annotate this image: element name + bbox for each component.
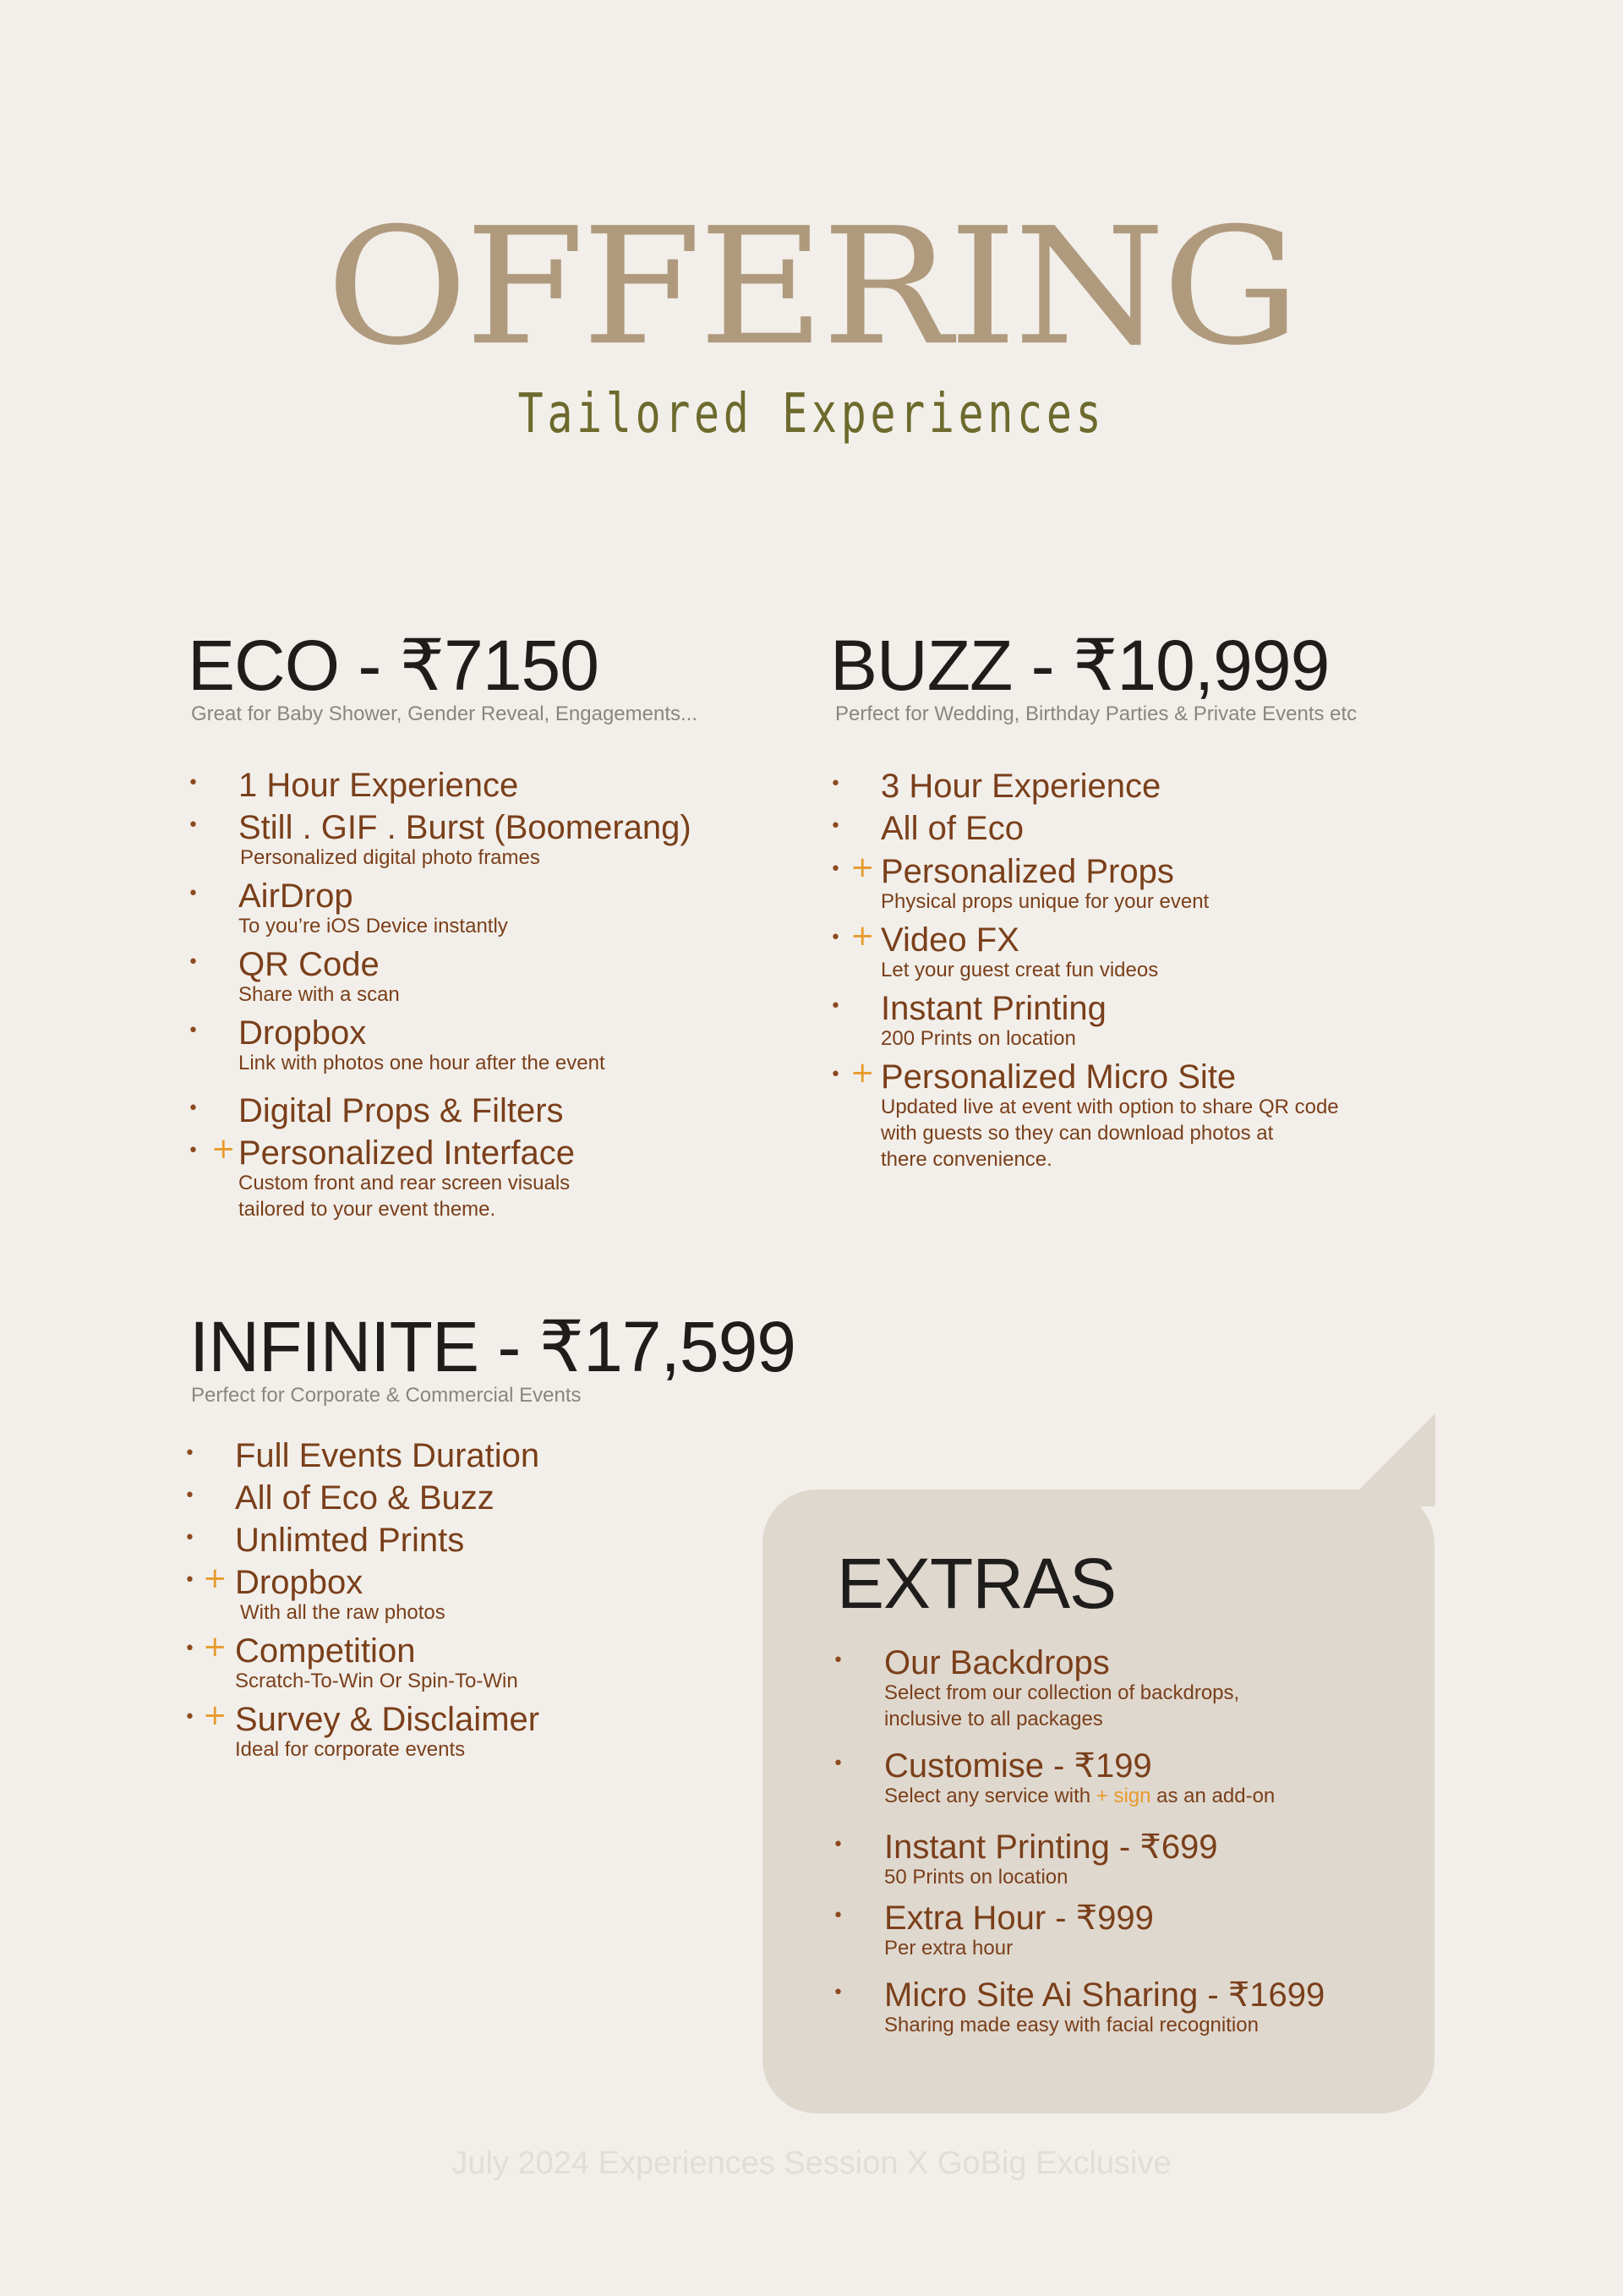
eco-package xyxy=(188,627,697,727)
feature-sublabel: Share with a scan xyxy=(238,983,400,1006)
feature-label: Dropbox xyxy=(238,1014,367,1052)
extra-sublabel: Select from our collection of backdrops, xyxy=(884,1681,1240,1704)
feature-sublabel: Let your guest creat fun videos xyxy=(881,959,1159,981)
feature-label: 3 Hour Experience xyxy=(881,768,1161,805)
extra-label: Extra Hour - ₹999 xyxy=(884,1900,1154,1937)
extra-label: Customise - ₹199 xyxy=(884,1747,1152,1785)
feature-label: Personalized Interface xyxy=(238,1134,576,1172)
bullet-icon: • xyxy=(833,1650,844,1671)
feature-sublabel: Personalized digital photo frames xyxy=(240,846,540,869)
extra-label: Instant Printing - ₹699 xyxy=(884,1829,1218,1866)
feature-sublabel: With all the raw photos xyxy=(240,1601,445,1624)
buzz-package-title: BUZZ - ₹10,999 xyxy=(830,626,1330,705)
extra-sublabel: inclusive to all packages xyxy=(884,1708,1103,1730)
feature-label: Digital Props & Filters xyxy=(238,1092,564,1129)
feature-sublabel: 200 Prints on location xyxy=(881,1027,1076,1050)
infinite-package-description: Perfect for Corporate & Commercial Events xyxy=(191,1384,582,1407)
feature-label: Full Events Duration xyxy=(235,1437,540,1474)
feature-label: Competition xyxy=(235,1632,416,1670)
feature-sublabel: Scratch-To-Win Or Spin-To-Win xyxy=(235,1670,518,1692)
eco-package-title: ECO - ₹7150 xyxy=(188,626,598,705)
feature-sublabel: Link with photos one hour after the event xyxy=(238,1052,605,1074)
feature-label: Survey & Disclaimer xyxy=(235,1701,540,1738)
plus-icon: + xyxy=(203,1630,227,1664)
feature-label: 1 Hour Experience xyxy=(238,767,519,804)
bullet-icon: • xyxy=(188,1098,199,1119)
extra-label: Micro Site Ai Sharing - ₹1699 xyxy=(884,1976,1325,2014)
feature-sublabel: Ideal for corporate events xyxy=(235,1738,466,1761)
extra-sublabel: 50 Prints on location xyxy=(884,1866,1068,1889)
bullet-icon: • xyxy=(833,1982,844,2004)
buzz-package xyxy=(830,627,1357,727)
bullet-icon: • xyxy=(830,996,841,1017)
bullet-icon: • xyxy=(830,859,841,880)
page-subtitle: Tailored Experiences xyxy=(517,383,1106,446)
bullet-icon: • xyxy=(188,952,199,973)
feature-label: Dropbox xyxy=(235,1564,363,1601)
bullet-icon: • xyxy=(833,1905,844,1927)
extra-sublabel: Per extra hour xyxy=(884,1937,1014,1960)
plus-sign-highlight: + sign xyxy=(1096,1785,1151,1807)
feature-sublabel: To you’re iOS Device instantly xyxy=(238,915,508,938)
plus-icon: + xyxy=(850,850,875,884)
page-title: OFFERING xyxy=(325,194,1298,381)
feature-sublabel: with guests so they can download photos at xyxy=(881,1122,1274,1145)
plus-icon: + xyxy=(211,1132,236,1166)
feature-label: All of Eco xyxy=(881,810,1024,847)
bullet-icon: • xyxy=(184,1707,195,1728)
feature-sublabel: there convenience. xyxy=(881,1148,1052,1171)
bullet-icon: • xyxy=(830,1064,841,1085)
feature-label: Instant Printing xyxy=(881,990,1107,1027)
buzz-package-description: Perfect for Wedding, Birthday Parties & Private Events etc xyxy=(835,702,1358,725)
extras-title: EXTRAS xyxy=(837,1544,1117,1623)
feature-label: QR Code xyxy=(238,946,380,983)
feature-label: Unlimted Prints xyxy=(235,1522,465,1559)
feature-label: All of Eco & Buzz xyxy=(235,1479,495,1517)
eco-package-description: Great for Baby Shower, Gender Reveal, Engagements... xyxy=(191,702,697,725)
bullet-icon: • xyxy=(184,1638,195,1659)
infinite-package xyxy=(189,1309,795,1408)
bullet-icon: • xyxy=(833,1834,844,1856)
feature-sublabel: Physical props unique for your event xyxy=(881,890,1210,913)
feature-sublabel: Custom front and rear screen visuals xyxy=(238,1172,571,1194)
sublabel-suffix: as an add-on xyxy=(1150,1785,1276,1807)
bullet-icon: • xyxy=(830,774,841,795)
footer-note: July 2024 Experiences Session X GoBig Exclusive xyxy=(451,2146,1172,2181)
feature-label: Personalized Micro Site xyxy=(881,1058,1237,1096)
infinite-package-title: INFINITE - ₹17,599 xyxy=(189,1307,795,1386)
feature-sublabel: Updated live at event with option to share QR code xyxy=(881,1096,1339,1118)
feature-label: Still . GIF . Burst (Boomerang) xyxy=(238,809,691,846)
bullet-icon: • xyxy=(830,816,841,837)
bullet-icon: • xyxy=(184,1528,195,1549)
bullet-icon: • xyxy=(830,927,841,948)
bullet-icon: • xyxy=(833,1753,844,1774)
extra-sublabel xyxy=(884,1784,1275,1809)
feature-label: AirDrop xyxy=(238,877,353,915)
bullet-icon: • xyxy=(188,773,199,794)
bullet-icon: • xyxy=(188,1020,199,1041)
plus-icon: + xyxy=(203,1698,227,1732)
bullet-icon: • xyxy=(188,883,199,905)
bullet-icon: • xyxy=(184,1485,195,1506)
extra-sublabel: Sharing made easy with facial recognition xyxy=(884,2014,1259,2036)
sublabel-prefix: Select any service with xyxy=(884,1785,1096,1807)
bullet-icon: • xyxy=(184,1443,195,1464)
feature-sublabel: tailored to your event theme. xyxy=(238,1198,496,1221)
bullet-icon: • xyxy=(188,1140,199,1162)
bullet-icon: • xyxy=(188,815,199,836)
extra-label: Our Backdrops xyxy=(884,1644,1110,1681)
plus-icon: + xyxy=(203,1561,227,1595)
plus-icon: + xyxy=(850,919,875,953)
bullet-icon: • xyxy=(184,1570,195,1591)
feature-label: Personalized Props xyxy=(881,853,1174,890)
feature-label: Video FX xyxy=(881,921,1019,959)
plus-icon: + xyxy=(850,1056,875,1090)
